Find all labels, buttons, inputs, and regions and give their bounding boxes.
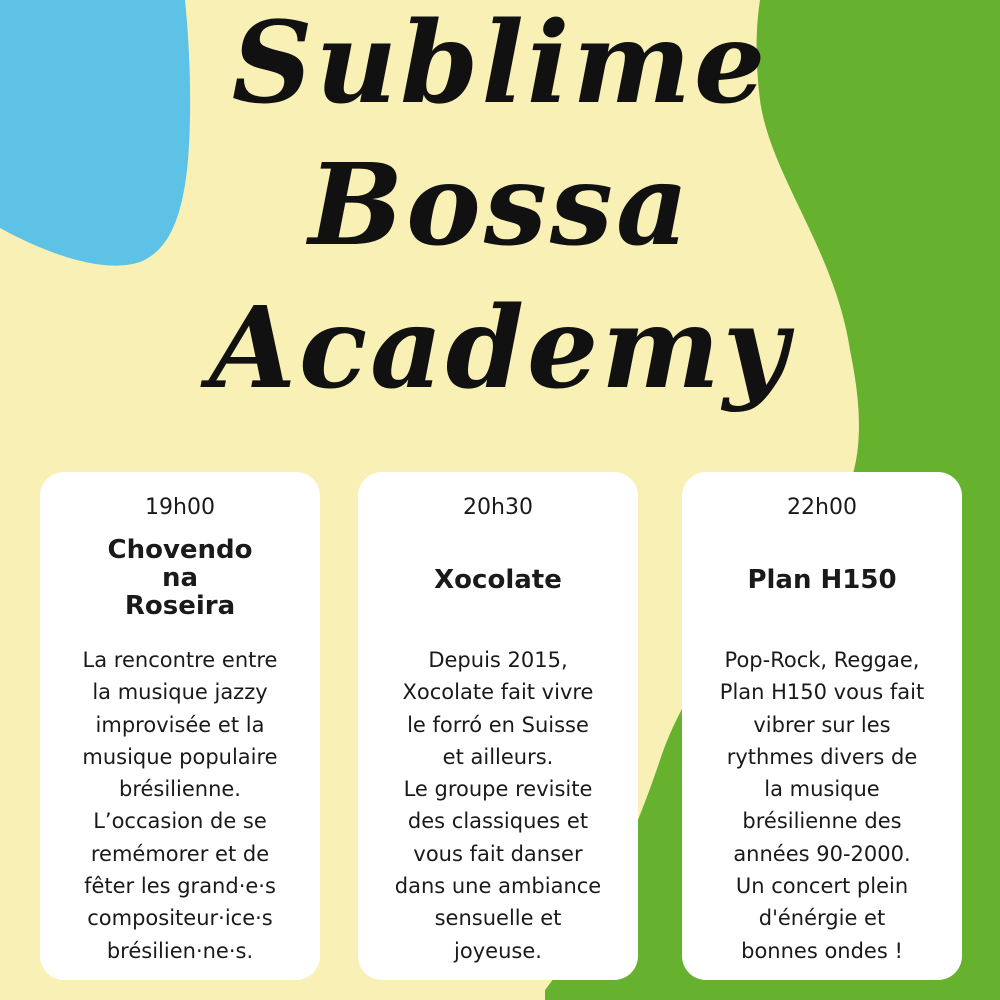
event-name: Xocolate bbox=[434, 565, 562, 595]
event-card-xocolate bbox=[358, 472, 638, 980]
event-description: La rencontre entre la musique jazzy improvisée et la musique populaire brésilienne. L’occasion de se remémorer et de fêter les grand·e·s compositeur·ice·s brésilien·ne·s. bbox=[82, 648, 278, 963]
title-line-2: Bossa bbox=[308, 140, 692, 271]
title-line-1: Sublime bbox=[231, 0, 769, 129]
event-card-plan-h150 bbox=[682, 472, 962, 980]
event-time: 19h00 bbox=[145, 495, 215, 520]
event-name: Plan H150 bbox=[747, 565, 897, 595]
event-card-chovendo bbox=[40, 472, 320, 980]
title-line-3: Academy bbox=[209, 283, 791, 414]
event-name: Chovendo na Roseira bbox=[107, 535, 253, 621]
event-description: Depuis 2015, Xocolate fait vivre le forró en Suisse et ailleurs. Le groupe revisite des classiques et vous fait danser dans une ambiance sensuelle et joyeuse. bbox=[394, 648, 602, 963]
poster-title bbox=[0, 0, 1000, 440]
event-description: Pop-Rock, Reggae, Plan H150 vous fait vibrer sur les rythmes divers de la musique brésilienne des années 90-2000. Un concert plein d'énérgie et bonnes ondes ! bbox=[719, 648, 925, 963]
event-time: 22h00 bbox=[787, 495, 857, 520]
event-time: 20h30 bbox=[463, 495, 533, 520]
